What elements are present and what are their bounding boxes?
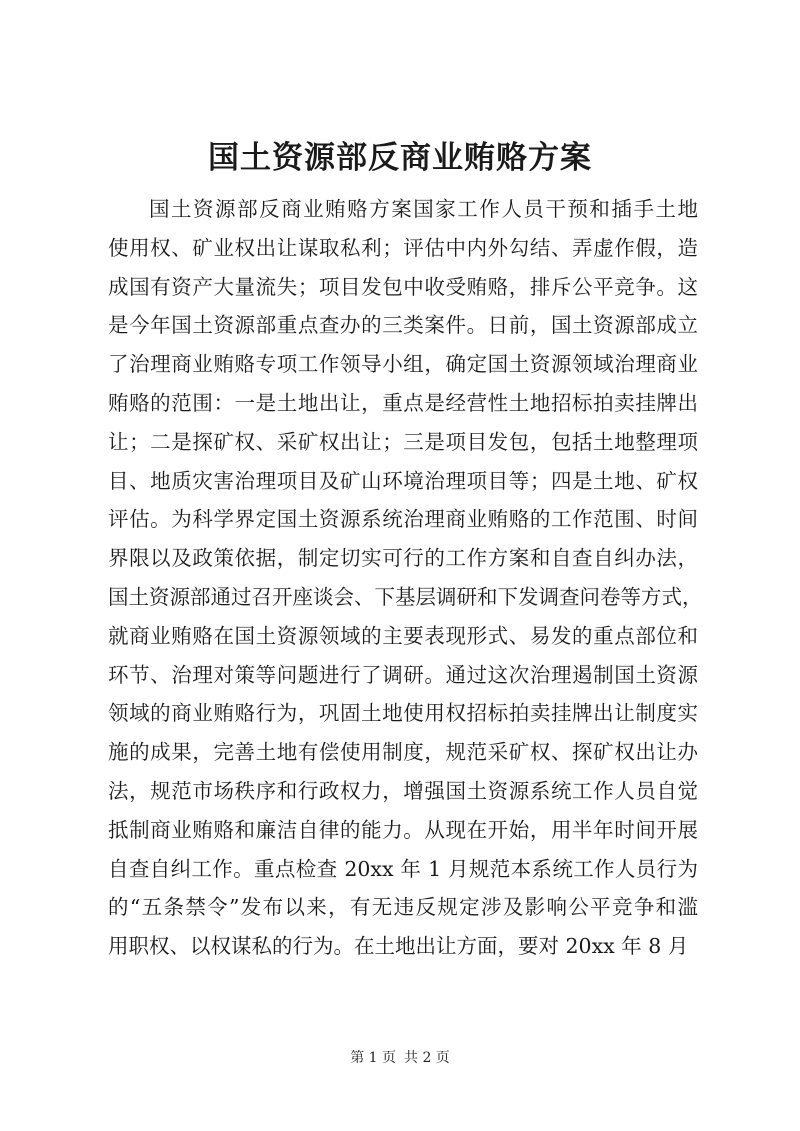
text-line: 成国有资产大量流失；项目发包中收受贿赂，排斥公平竞争。这 bbox=[108, 274, 698, 299]
text-line: 界限以及政策依据，制定切实可行的工作方案和自查自纠办法， bbox=[108, 546, 698, 571]
page-total: 共 2 页 bbox=[404, 1050, 450, 1066]
body-paragraph bbox=[108, 190, 703, 966]
page-number: 第 1 页 bbox=[350, 1050, 396, 1066]
text-line: 是今年国土资源部重点查办的三类案件。日前，国土资源部成立 bbox=[108, 313, 698, 338]
text-line: 目、地质灾害治理项目及矿山环境治理项目等；四是土地、矿权 bbox=[108, 468, 698, 493]
text-line: 让；二是探矿权、采矿权出让；三是项目发包，包括土地整理项 bbox=[108, 429, 698, 454]
page-title: 国土资源部反商业贿赂方案 bbox=[208, 140, 592, 176]
text-line: 用职权、以权谋私的行为。在土地出让方面，要对 20xx 年 8 月 bbox=[108, 934, 689, 959]
text-line: 法，规范市场秩序和行政权力，增强国土资源系统工作人员自觉 bbox=[108, 778, 698, 803]
text-line: 就商业贿赂在国土资源领域的主要表现形式、易发的重点部位和 bbox=[108, 623, 698, 648]
page-footer bbox=[0, 1048, 800, 1068]
text-line: 贿赂的范围：一是土地出让，重点是经营性土地招标拍卖挂牌出 bbox=[108, 390, 698, 415]
text-line: 环节、治理对策等问题进行了调研。通过这次治理遏制国土资源 bbox=[108, 662, 698, 687]
text-line: 国土资源部通过召开座谈会、下基层调研和下发调查问卷等方式， bbox=[108, 584, 703, 609]
text-line: 的“五条禁令”发布以来，有无违反规定涉及影响公平竞争和滥 bbox=[108, 895, 698, 920]
text-line: 自查自纠工作。重点检查 20xx 年 1 月规范本系统工作人员行为 bbox=[108, 856, 698, 881]
text-line: 领域的商业贿赂行为，巩固土地使用权招标拍卖挂牌出让制度实 bbox=[108, 701, 698, 726]
text-line: 施的成果，完善土地有偿使用制度，规范采矿权、探矿权出让办 bbox=[108, 740, 698, 765]
text-line: 抵制商业贿赂和廉洁自律的能力。从现在开始，用半年时间开展 bbox=[108, 817, 698, 842]
text-line: 使用权、矿业权出让谋取私利；评估中内外勾结、弄虚作假，造 bbox=[108, 235, 698, 260]
text-line: 国土资源部反商业贿赂方案国家工作人员干预和插手土地 bbox=[149, 197, 698, 221]
text-line: 评估。为科学界定国土资源系统治理商业贿赂的工作范围、时间 bbox=[108, 507, 698, 532]
text-line: 了治理商业贿赂专项工作领导小组，确定国土资源领域治理商业 bbox=[108, 352, 698, 377]
